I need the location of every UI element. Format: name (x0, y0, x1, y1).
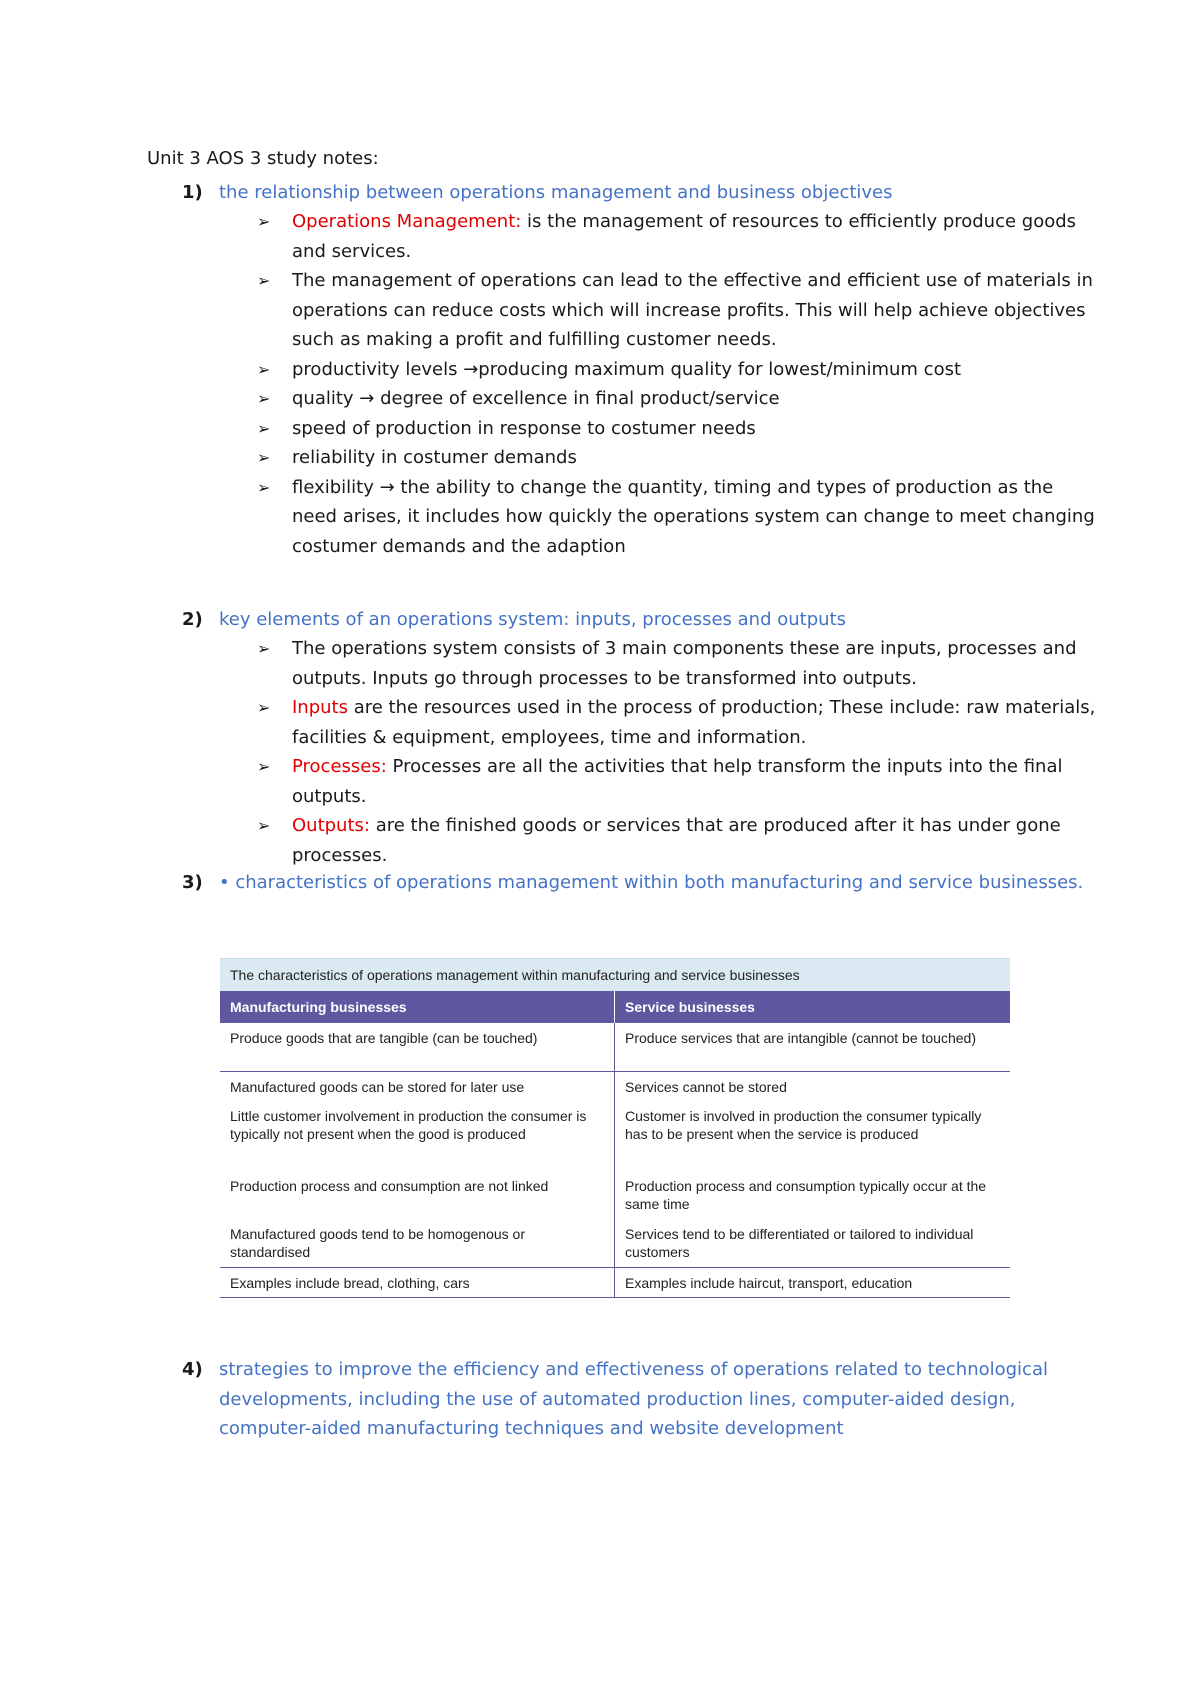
table-cell: Produce services that are intangible (cannot be touched) (615, 1023, 1011, 1071)
bullet-text: quality → degree of excellence in final product/service (292, 388, 780, 409)
bullet-item (257, 811, 1099, 870)
arrowhead-bullet-icon: ➢ (257, 816, 271, 835)
table-cell: Manufactured goods tend to be homogenous or standardised (220, 1219, 615, 1267)
term-label: Operations Management: (292, 211, 522, 232)
table-row (220, 1171, 1010, 1219)
table-cell: Production process and consumption are not linked (220, 1171, 615, 1219)
section-heading: the relationship between operations management and business objectives (219, 182, 893, 203)
table-row (220, 1219, 1010, 1267)
column-header-service: Service businesses (615, 991, 1011, 1023)
bullet-item (257, 443, 1099, 473)
bullet-item (257, 266, 1099, 355)
section-number: 1) (182, 182, 203, 203)
section-number: 3) (182, 872, 203, 893)
table-cell: Examples include haircut, transport, education (615, 1267, 1011, 1297)
bullet-text: speed of production in response to costumer needs (292, 417, 756, 439)
table-cell: Little customer involvement in production the consumer is typically not present when the good is produced (220, 1101, 615, 1171)
arrowhead-bullet-icon: ➢ (257, 639, 271, 658)
table-row (220, 1023, 1010, 1071)
table-header-row (220, 991, 1010, 1023)
bullet-text: productivity levels →producing maximum quality for lowest/minimum cost (292, 358, 962, 380)
section-number: 2) (182, 609, 203, 630)
bullet-item (257, 355, 1099, 385)
arrowhead-bullet-icon: ➢ (257, 418, 271, 438)
term-label: Processes: (292, 756, 387, 777)
bullet-item (257, 473, 1099, 562)
bullet-item (257, 414, 1099, 444)
comparison-table (220, 991, 1010, 1298)
arrowhead-bullet-icon: ➢ (257, 477, 271, 497)
bullet-text: reliability in costumer demands (292, 447, 577, 468)
section-heading: • characteristics of operations management within both manufacturing and service businesses. (219, 872, 1084, 893)
bullet-item (257, 693, 1099, 752)
document-title: Unit 3 AOS 3 study notes: (147, 148, 379, 169)
section-heading: strategies to improve the efficiency and effectiveness of operations related to technological developments, including the use of automated production lines, computer-aided design, computer-aided manufacturing techniques and website development (219, 1359, 1048, 1439)
bullet-item (257, 384, 1099, 414)
section-number: 4) (182, 1359, 203, 1380)
bullet-list (257, 634, 1099, 870)
table-row (220, 1071, 1010, 1101)
section-heading: key elements of an operations system: inputs, processes and outputs (219, 609, 846, 630)
arrowhead-bullet-icon: ➢ (257, 359, 271, 379)
arrowhead-bullet-icon: ➢ (257, 212, 271, 231)
bullet-item (257, 634, 1099, 693)
bullet-text: The operations system consists of 3 main components these are inputs, processes and outputs. Inputs go through processes to be transformed into outputs. (292, 638, 1077, 689)
arrowhead-bullet-icon: ➢ (257, 757, 271, 776)
table-cell: Services cannot be stored (625, 1078, 787, 1095)
term-label: Outputs: (292, 815, 370, 836)
bullet-item (257, 752, 1099, 811)
table-cell: Services tend to be differentiated or tailored to individual customers (615, 1219, 1011, 1267)
column-header-manufacturing: Manufacturing businesses (220, 991, 615, 1023)
table-cell: Produce goods that are tangible (can be touched) (220, 1023, 615, 1071)
bullet-text: are the resources used in the process of production; These include: raw materials, facilities & equipment, employees, time and information. (292, 697, 1096, 748)
arrowhead-bullet-icon: ➢ (257, 698, 271, 717)
arrowhead-bullet-icon: ➢ (257, 389, 271, 408)
characteristics-table (220, 958, 1010, 1298)
bullet-text: flexibility → the ability to change the quantity, timing and types of production as the need arises, it includes how quickly the operations system can change to meet changing costumer demands and the adaption (292, 476, 1095, 557)
table-cell: Customer is involved in production the consumer typically has to be present when the service is produced (625, 1108, 982, 1142)
bullet-text: The management of operations can lead to the effective and efficient use of materials in operations can reduce costs which will increase profits. This will help achieve objectives such as making a profit and fulfilling customer needs. (292, 270, 1093, 350)
term-label: Inputs (292, 697, 348, 718)
bullet-text: is the management of resources to efficiently produce goods and services. (292, 211, 1077, 262)
table-cell: Production process and consumption typically occur at the same time (625, 1178, 987, 1212)
table-row (220, 1267, 1010, 1297)
bullet-list (257, 207, 1099, 561)
table-cell: Manufactured goods can be stored for later use (220, 1071, 615, 1101)
arrowhead-bullet-icon: ➢ (257, 448, 271, 467)
table-cell: Examples include bread, clothing, cars (220, 1267, 615, 1297)
arrowhead-bullet-icon: ➢ (257, 271, 271, 290)
bullet-item (257, 207, 1099, 266)
table-row (220, 1101, 1010, 1171)
table-caption: The characteristics of operations management within manufacturing and service businesses (220, 958, 1010, 991)
bullet-text: are the finished goods or services that are produced after it has under gone processes. (292, 815, 1061, 866)
bullet-text: Processes are all the activities that help transform the inputs into the final outputs. (292, 756, 1063, 807)
